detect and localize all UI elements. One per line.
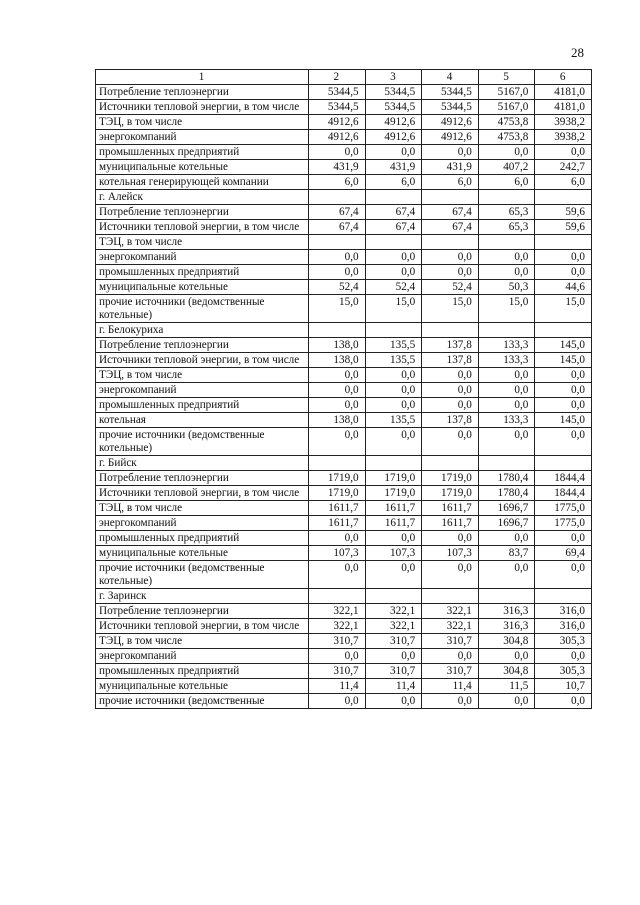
table-cell-value: 4181,0 [535,100,592,115]
row-label: прочие источники (ведомственные [96,694,309,709]
table-cell-value [535,323,592,338]
table-cell-value: 137,8 [422,353,479,368]
table-cell-value: 5344,5 [365,100,422,115]
table-cell-value: 0,0 [535,398,592,413]
table-cell-value: 1780,4 [478,486,535,501]
row-label: промышленных предприятий [96,265,309,280]
table-cell-value [535,456,592,471]
table-cell-value: 5344,5 [422,85,479,100]
table-row [96,501,592,516]
table-cell-value: 5167,0 [478,100,535,115]
table-cell-value: 0,0 [535,531,592,546]
table-row [96,531,592,546]
table-cell-value: 52,4 [365,280,422,295]
table-cell-value: 0,0 [309,398,366,413]
table-cell-value: 322,1 [365,619,422,634]
table-cell-value: 304,8 [478,664,535,679]
table-cell-value: 0,0 [478,250,535,265]
table-row [96,619,592,634]
row-label: энергокомпаний [96,383,309,398]
column-header: 4 [422,70,479,85]
row-label: котельная генерирующей компании [96,175,309,190]
table-cell-value [535,589,592,604]
row-label: муниципальные котельные [96,546,309,561]
table-cell-value [422,456,479,471]
table-cell-value: 1696,7 [478,501,535,516]
table-cell-value: 4753,8 [478,130,535,145]
table-cell-value: 138,0 [309,338,366,353]
table-row [96,160,592,175]
column-header: 6 [535,70,592,85]
table-cell-value: 1719,0 [422,486,479,501]
table-cell-value: 135,5 [365,338,422,353]
table-cell-value: 4912,6 [365,130,422,145]
table-cell-value: 107,3 [365,546,422,561]
table-cell-value: 137,8 [422,413,479,428]
column-header: 3 [365,70,422,85]
table-cell-value [365,456,422,471]
table-cell-value: 15,0 [535,295,592,323]
table-cell-value: 242,7 [535,160,592,175]
table-cell-value: 15,0 [309,295,366,323]
table-cell-value: 135,5 [365,413,422,428]
row-label: ТЭЦ, в том числе [96,115,309,130]
city-heading: г. Алейск [96,190,309,205]
table-cell-value: 0,0 [478,694,535,709]
table-cell-value: 1719,0 [365,471,422,486]
table-cell-value [309,190,366,205]
table-row [96,561,592,589]
table-cell-value: 1775,0 [535,501,592,516]
table-cell-value [535,190,592,205]
row-label: Источники тепловой энергии, в том числе [96,100,309,115]
table-cell-value: 316,3 [478,619,535,634]
table-cell-value [478,190,535,205]
table-cell-value: 1719,0 [365,486,422,501]
table-row [96,664,592,679]
table-cell-value: 67,4 [422,205,479,220]
table-row [96,130,592,145]
table-cell-value: 52,4 [422,280,479,295]
row-label: ТЭЦ, в том числе [96,501,309,516]
table-cell-value: 52,4 [309,280,366,295]
table-row [96,175,592,190]
table-cell-value [309,589,366,604]
table-cell-value: 0,0 [478,368,535,383]
table-cell-value: 1611,7 [309,516,366,531]
table-cell-value [422,190,479,205]
table-cell-value: 0,0 [422,368,479,383]
city-heading: г. Бийск [96,456,309,471]
row-label: ТЭЦ, в том числе [96,634,309,649]
table-cell-value: 0,0 [422,145,479,160]
table-cell-value [478,456,535,471]
row-label: промышленных предприятий [96,398,309,413]
table-cell-value: 15,0 [422,295,479,323]
table-cell-value: 5167,0 [478,85,535,100]
table-cell-value: 4912,6 [422,115,479,130]
table-cell-value: 316,0 [535,604,592,619]
table-cell-value: 0,0 [422,531,479,546]
table-cell-value: 145,0 [535,338,592,353]
table-row [96,85,592,100]
row-label: энергокомпаний [96,250,309,265]
table-cell-value: 69,4 [535,546,592,561]
table-cell-value: 0,0 [422,428,479,456]
table-row [96,338,592,353]
table-cell-value: 1611,7 [365,516,422,531]
table-cell-value: 316,0 [535,619,592,634]
table-row [96,604,592,619]
table-cell-value: 107,3 [309,546,366,561]
table-cell-value: 1844,4 [535,486,592,501]
table-cell-value: 322,1 [365,604,422,619]
heat-energy-table [95,69,592,709]
table-row [96,235,592,250]
table-cell-value: 0,0 [309,145,366,160]
table-cell-value: 107,3 [422,546,479,561]
table-cell-value: 0,0 [422,649,479,664]
table-row [96,694,592,709]
table-cell-value: 431,9 [309,160,366,175]
row-label: промышленных предприятий [96,145,309,160]
table-row [96,368,592,383]
table-cell-value: 0,0 [309,383,366,398]
table-cell-value: 0,0 [535,428,592,456]
table-cell-value: 0,0 [309,265,366,280]
table-cell-value: 0,0 [309,561,366,589]
table-cell-value: 305,3 [535,664,592,679]
table-cell-value: 5344,5 [365,85,422,100]
column-header: 1 [96,70,309,85]
table-cell-value: 0,0 [422,383,479,398]
table-cell-value: 59,6 [535,220,592,235]
table-cell-value: 1775,0 [535,516,592,531]
table-row [96,413,592,428]
table-body [96,85,592,709]
table-cell-value: 0,0 [365,383,422,398]
table-cell-value: 322,1 [309,619,366,634]
row-label: муниципальные котельные [96,280,309,295]
row-label: Потребление теплоэнергии [96,205,309,220]
table-cell-value: 5344,5 [309,85,366,100]
table-cell-value: 310,7 [365,634,422,649]
table-cell-value: 11,4 [365,679,422,694]
table-cell-value: 0,0 [309,694,366,709]
table-cell-value: 1719,0 [422,471,479,486]
table-row [96,220,592,235]
table-cell-value: 0,0 [478,383,535,398]
row-label: энергокомпаний [96,130,309,145]
table-cell-value [365,589,422,604]
table-cell-value: 431,9 [365,160,422,175]
table-row [96,398,592,413]
table-cell-value: 3938,2 [535,130,592,145]
column-header: 5 [478,70,535,85]
table-cell-value: 0,0 [535,383,592,398]
table-row [96,250,592,265]
table-row [96,634,592,649]
row-label: Потребление теплоэнергии [96,604,309,619]
table-cell-value [535,235,592,250]
table-cell-value: 59,6 [535,205,592,220]
table-cell-value: 0,0 [365,398,422,413]
table-cell-value: 65,3 [478,205,535,220]
table-cell-value: 0,0 [535,368,592,383]
table-cell-value: 135,5 [365,353,422,368]
row-label: Источники тепловой энергии, в том числе [96,486,309,501]
table-cell-value: 4753,8 [478,115,535,130]
table-cell-value: 1780,4 [478,471,535,486]
table-cell-value: 0,0 [309,368,366,383]
table-cell-value: 137,8 [422,338,479,353]
table-row [96,589,592,604]
table-cell-value: 431,9 [422,160,479,175]
table-cell-value: 6,0 [535,175,592,190]
table-cell-value: 67,4 [309,220,366,235]
table-cell-value: 0,0 [478,265,535,280]
table-cell-value: 0,0 [478,649,535,664]
table-cell-value [478,235,535,250]
table-cell-value: 4912,6 [309,130,366,145]
table-cell-value: 11,4 [422,679,479,694]
table-cell-value: 0,0 [365,265,422,280]
table-cell-value: 0,0 [365,145,422,160]
table-cell-value: 1719,0 [309,471,366,486]
table-cell-value [478,589,535,604]
table-cell-value: 145,0 [535,413,592,428]
table-row [96,383,592,398]
table-cell-value [309,235,366,250]
table-cell-value: 0,0 [365,694,422,709]
table-cell-value: 1696,7 [478,516,535,531]
table-cell-value: 6,0 [478,175,535,190]
table-cell-value: 0,0 [535,561,592,589]
table-cell-value: 145,0 [535,353,592,368]
table-cell-value: 133,3 [478,353,535,368]
table-row [96,145,592,160]
row-label: прочие источники (ведомственные котельные) [96,428,309,456]
table-cell-value: 0,0 [309,531,366,546]
table-cell-value [422,589,479,604]
row-label: промышленных предприятий [96,531,309,546]
table-cell-value: 1611,7 [422,501,479,516]
table-cell-value: 6,0 [309,175,366,190]
table-cell-value: 0,0 [309,428,366,456]
table-cell-value: 4912,6 [422,130,479,145]
table-row [96,471,592,486]
page-number: 28 [571,45,584,60]
table-cell-value: 0,0 [478,531,535,546]
table-cell-value: 0,0 [535,265,592,280]
table-row [96,323,592,338]
row-label: Потребление теплоэнергии [96,85,309,100]
table-cell-value [422,323,479,338]
table-cell-value [422,235,479,250]
table-cell-value: 304,8 [478,634,535,649]
table-cell-value [478,323,535,338]
table-cell-value: 1611,7 [422,516,479,531]
row-label: прочие источники (ведомственные котельные) [96,295,309,323]
row-label: энергокомпаний [96,649,309,664]
row-label: прочие источники (ведомственные котельные) [96,561,309,589]
table-row [96,265,592,280]
table-cell-value: 0,0 [478,145,535,160]
table-cell-value [365,190,422,205]
table-cell-value: 0,0 [535,250,592,265]
table-cell-value: 0,0 [422,250,479,265]
table-cell-value: 310,7 [309,634,366,649]
table-cell-value: 5344,5 [309,100,366,115]
table-cell-value: 0,0 [535,145,592,160]
table-header-row [96,70,592,85]
table-cell-value: 0,0 [365,649,422,664]
column-header: 2 [309,70,366,85]
table-row [96,115,592,130]
table-cell-value: 4912,6 [309,115,366,130]
table-cell-value: 11,4 [309,679,366,694]
table-cell-value: 0,0 [309,649,366,664]
table-row [96,295,592,323]
table-cell-value: 310,7 [309,664,366,679]
table-cell-value: 6,0 [365,175,422,190]
row-label: ТЭЦ, в том числе [96,235,309,250]
table-cell-value: 310,7 [422,634,479,649]
table-cell-value: 133,3 [478,413,535,428]
table-cell-value: 67,4 [309,205,366,220]
row-label: энергокомпаний [96,516,309,531]
table-cell-value: 0,0 [422,694,479,709]
table-cell-value: 4181,0 [535,85,592,100]
table-row [96,428,592,456]
table-cell-value: 44,6 [535,280,592,295]
row-label: Потребление теплоэнергии [96,471,309,486]
city-heading: г. Белокуриха [96,323,309,338]
row-label: Источники тепловой энергии, в том числе [96,619,309,634]
table-cell-value: 11,5 [478,679,535,694]
table-cell-value [309,323,366,338]
table-cell-value: 15,0 [365,295,422,323]
table-cell-value: 138,0 [309,413,366,428]
row-label: муниципальные котельные [96,679,309,694]
table-row [96,190,592,205]
table-cell-value: 1611,7 [309,501,366,516]
table-cell-value: 0,0 [422,561,479,589]
table-row [96,205,592,220]
row-label: котельная [96,413,309,428]
table-cell-value: 322,1 [422,604,479,619]
table-cell-value: 407,2 [478,160,535,175]
table-cell-value: 83,7 [478,546,535,561]
table-cell-value: 316,3 [478,604,535,619]
table-cell-value: 310,7 [365,664,422,679]
table-cell-value: 0,0 [365,250,422,265]
table-cell-value: 4912,6 [365,115,422,130]
table-row [96,100,592,115]
table-cell-value: 3938,2 [535,115,592,130]
table-cell-value: 67,4 [365,205,422,220]
table-cell-value: 0,0 [365,531,422,546]
table-row [96,486,592,501]
table-cell-value: 50,3 [478,280,535,295]
table-row [96,280,592,295]
table-cell-value [365,323,422,338]
table-cell-value: 6,0 [422,175,479,190]
row-label: Источники тепловой энергии, в том числе [96,353,309,368]
table-cell-value: 305,3 [535,634,592,649]
row-label: промышленных предприятий [96,664,309,679]
table-cell-value: 322,1 [422,619,479,634]
table-cell-value: 0,0 [535,649,592,664]
table-cell-value: 0,0 [422,265,479,280]
table-cell-value: 1611,7 [365,501,422,516]
table-row [96,679,592,694]
table-cell-value: 0,0 [365,561,422,589]
table-cell-value: 310,7 [422,664,479,679]
table-cell-value: 1719,0 [309,486,366,501]
table-cell-value: 0,0 [365,428,422,456]
table-cell-value: 1844,4 [535,471,592,486]
table-cell-value: 65,3 [478,220,535,235]
table-cell-value: 10,7 [535,679,592,694]
table-row [96,649,592,664]
table-row [96,516,592,531]
row-label: Потребление теплоэнергии [96,338,309,353]
row-label: ТЭЦ, в том числе [96,368,309,383]
row-label: Источники тепловой энергии, в том числе [96,220,309,235]
table-cell-value: 0,0 [478,428,535,456]
table-cell-value: 0,0 [535,694,592,709]
table-cell-value: 138,0 [309,353,366,368]
table-cell-value: 133,3 [478,338,535,353]
table-cell-value: 322,1 [309,604,366,619]
table-cell-value [365,235,422,250]
row-label: муниципальные котельные [96,160,309,175]
table-row [96,353,592,368]
table-cell-value: 0,0 [478,561,535,589]
table-cell-value: 0,0 [422,398,479,413]
table-cell-value: 0,0 [365,368,422,383]
table-cell-value: 0,0 [478,398,535,413]
table-cell-value: 15,0 [478,295,535,323]
table-cell-value [309,456,366,471]
table-row [96,546,592,561]
table-cell-value: 5344,5 [422,100,479,115]
city-heading: г. Заринск [96,589,309,604]
table-cell-value: 67,4 [365,220,422,235]
table-cell-value: 67,4 [422,220,479,235]
table-cell-value: 0,0 [309,250,366,265]
table-row [96,456,592,471]
